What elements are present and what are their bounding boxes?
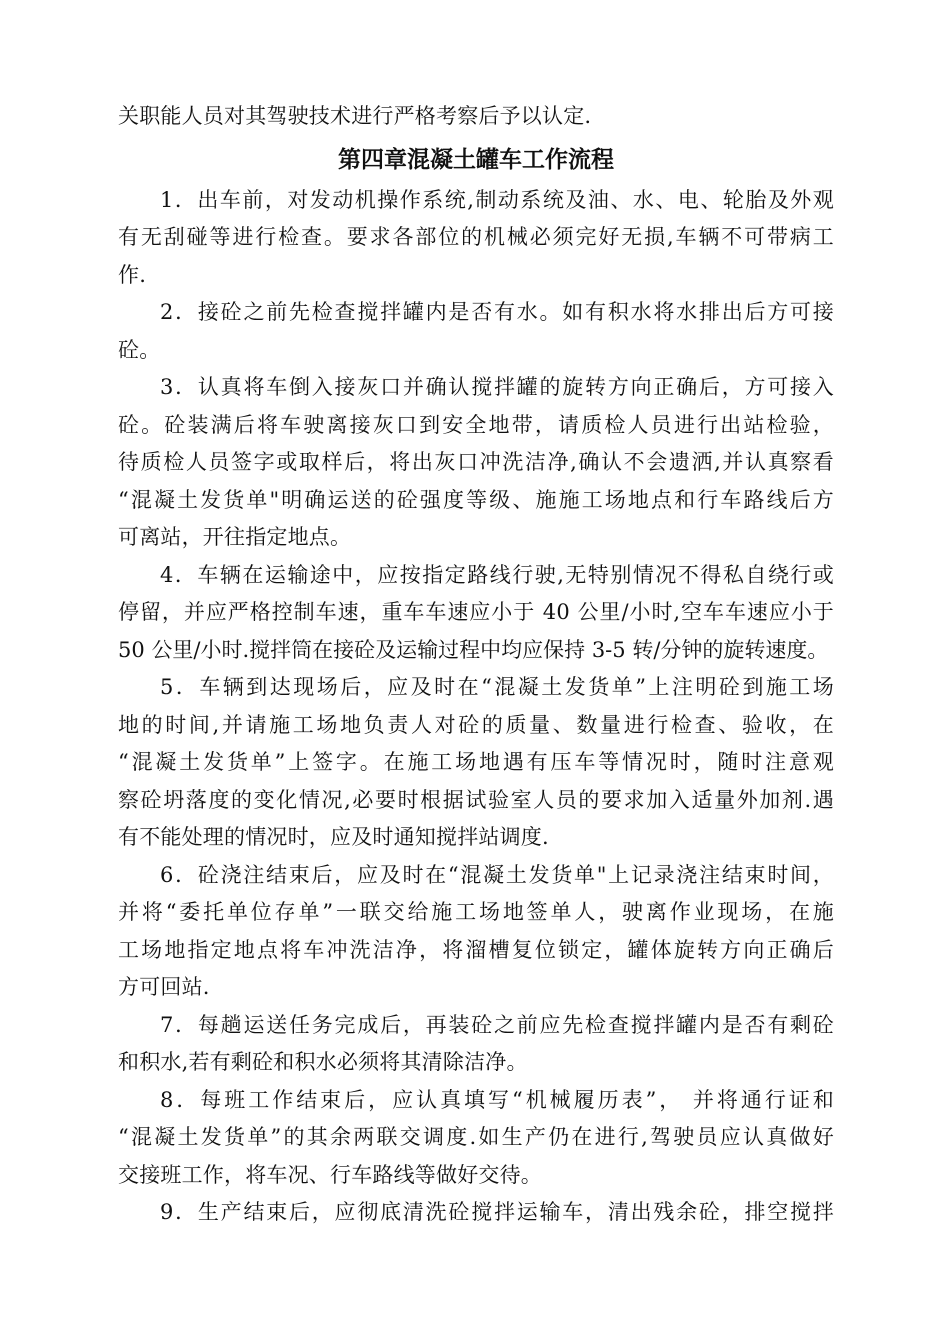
paragraph-line: 4．车辆在运输途中，应按指定路线行驶,无特别情况不得私自绕行或	[160, 562, 834, 587]
paragraph-line: 1．出车前，对发动机操作系统,制动系统及油、水、电、轮胎及外观	[160, 187, 834, 212]
intro-line: 关职能人员对其驾驶技术进行严格考察后予以认定.	[118, 104, 592, 128]
paragraph-line: 有不能处理的情况时，应及时通知搅拌站调度.	[118, 825, 549, 849]
paragraph-line: 2．接砼之前先检查搅拌罐内是否有水。如有积水将水排出后方可接	[160, 300, 834, 324]
paragraph-line: 地的时间,并请施工场地负责人对砼的质量、数量进行检查、验收，在	[118, 712, 834, 737]
item-3	[118, 369, 834, 557]
paragraph-line: 砼。砼装满后将车驶离接灰口到安全地带，请质检人员进行出站检验，	[118, 412, 834, 437]
paragraph-line: 有无刮碰等进行检查。要求各部位的机械必须完好无损,车辆不可带病工	[118, 225, 834, 249]
paragraph-line: 和积水,若有剩砼和积水必须将其清除洁净。	[118, 1050, 528, 1074]
item-4	[118, 557, 834, 670]
item-5	[118, 669, 834, 857]
chapter-title: 第四章混凝土罐车工作流程	[338, 146, 614, 173]
paragraph-line: 50 公里/小时.搅拌筒在接砼及运输过程中均应保持 3-5 转/分钟的旋转速度。	[118, 637, 829, 662]
document-page	[118, 98, 834, 1232]
item-6	[118, 857, 834, 1007]
item-1	[118, 182, 834, 295]
paragraph-line: 5．车辆到达现场后，应及时在“混凝土发货单”上注明砼到施工场	[160, 675, 834, 699]
paragraph-line: 方可回站.	[118, 975, 210, 999]
paragraph-line: “混凝土发货单”的其余两联交调度.如生产仍在进行,驾驶员应认真做好	[118, 1125, 834, 1149]
paragraph-line: 交接班工作，将车况、行车路线等做好交待。	[118, 1162, 542, 1187]
item-2	[118, 294, 834, 369]
item-8	[118, 1082, 834, 1195]
paragraph-line: 6．砼浇注结束后，应及时在“混凝土发货单"上记录浇注结束时间，	[160, 862, 834, 887]
paragraph-line: 工场地指定地点将车冲洗洁净，将溜槽复位锁定，罐体旋转方向正确后	[118, 937, 834, 962]
paragraph-line: 9．生产结束后，应彻底清洗砼搅拌运输车，清出残余砼，排空搅拌	[160, 1200, 834, 1224]
paragraph-line: 砼。	[118, 337, 161, 362]
paragraph-line: 停留，并应严格控制车速，重车车速应小于 40 公里/小时,空车车速应小于	[118, 600, 834, 624]
paragraph-line: 3．认真将车倒入接灰口并确认搅拌罐的旋转方向正确后，方可接入	[160, 375, 834, 399]
paragraph-line: “混凝土发货单”上签字。在施工场地遇有压车等情况时，随时注意观	[118, 750, 834, 774]
paragraph-line: 待质检人员签字或取样后，将出灰口冲洗洁净,确认不会遗洒,并认真察看	[118, 450, 834, 474]
paragraph-line: 8．每班工作结束后，应认真填写“机械履历表”， 并将通行证和	[160, 1087, 834, 1112]
paragraph-line: 7．每趟运送任务完成后，再装砼之前应先检查搅拌罐内是否有剩砼	[160, 1012, 834, 1037]
paragraph-line: 并将“委托单位存单”一联交给施工场地签单人，驶离作业现场，在施	[118, 900, 834, 924]
paragraph-line: 作.	[118, 262, 147, 287]
paragraph-line: 可离站，开往指定地点。	[118, 525, 352, 549]
paragraph-line: “混凝土发货单"明确运送的砼强度等级、施施工场地点和行车路线后方	[118, 487, 834, 512]
item-7	[118, 1007, 834, 1082]
item-9	[118, 1194, 834, 1232]
paragraph-line: 察砼坍落度的变化情况,必要时根据试验室人员的要求加入适量外加剂.遇	[118, 787, 834, 812]
